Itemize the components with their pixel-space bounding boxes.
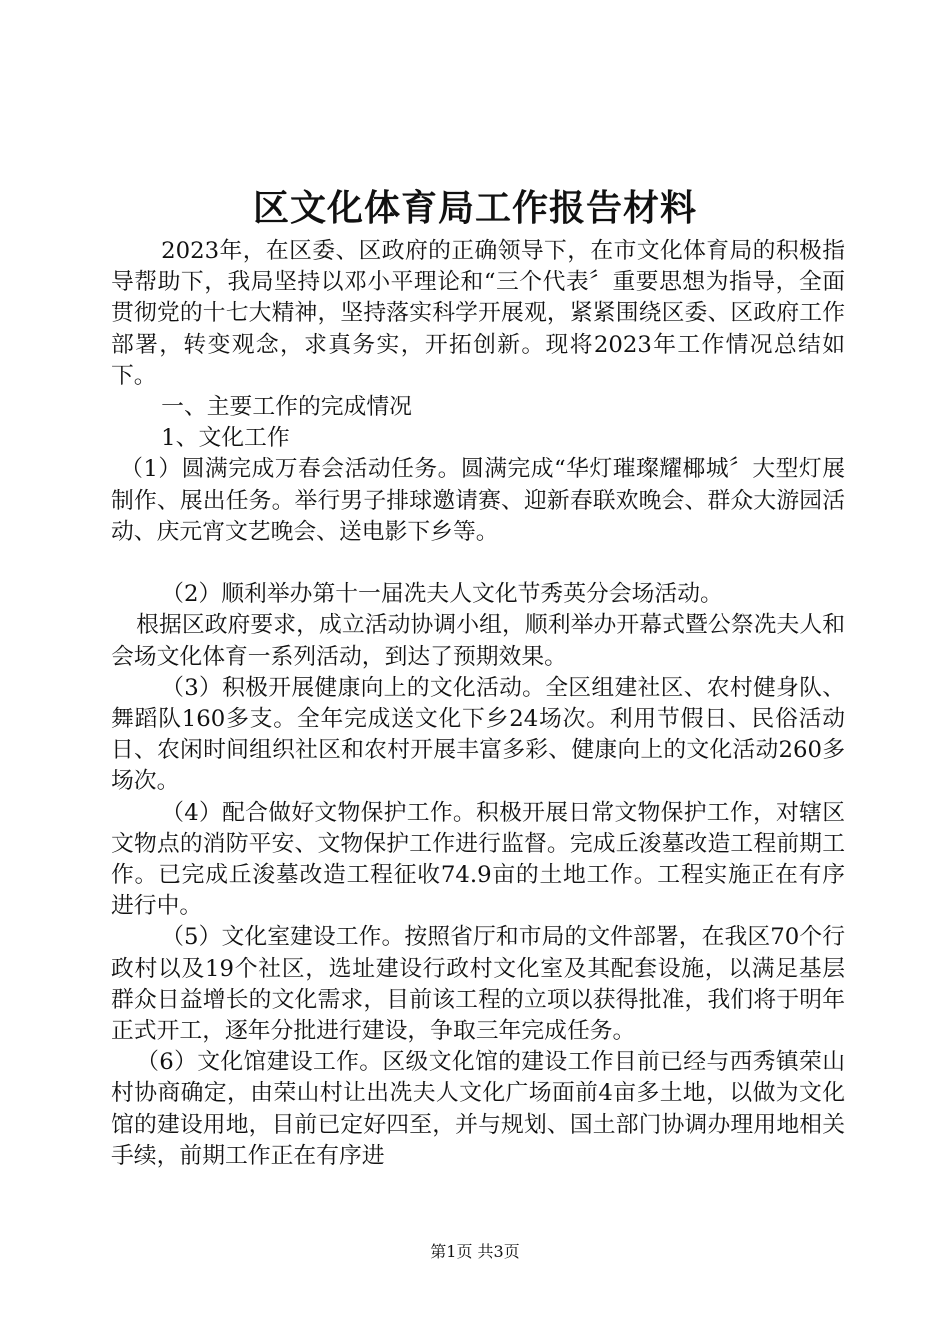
item-paragraph: （5）文化室建设工作。按照省厅和市局的文件部署，在我区70个行政村以及19个社区，选址建设行政村文化室及其配套设施，以满足基层群众日益增长的文化需求，目前该工程的立项以获得批准，我们将于明年正式开工，逐年分批进行建设，争取三年完成任务。	[111, 924, 845, 1045]
item-paragraph: （2）顺利举办第十一届冼夫人文化节秀英分会场活动。	[161, 581, 723, 608]
body-paragraph: 根据区政府要求，成立活动协调小组，顺利举办开幕式暨公祭冼夫人和会场文化体育一系列活动，到达了预期效果。	[111, 612, 845, 670]
page-number-footer: 第1页 共3页	[430, 1242, 520, 1261]
item-paragraph: （3）积极开展健康向上的文化活动。全区组建社区、农村健身队、舞蹈队160多支。全年完成送文化下乡24场次。利用节假日、民俗活动日、农闲时间组织社区和农村开展丰富多彩、健康向上的文化活动260多场次。	[111, 674, 845, 795]
page-title: 区文化体育局工作报告材料	[252, 187, 697, 229]
document-body	[111, 236, 845, 1172]
item-paragraph: （4）配合做好文物保护工作。积极开展日常文物保护工作，对辖区文物点的消防平安、文物保护工作进行监督。完成丘浚墓改造工程前期工作。已完成丘浚墓改造工程征收74.9亩的土地工作。工程实施正在有序进行中。	[111, 799, 845, 920]
subsection-heading: 1、文化工作	[161, 425, 290, 452]
item-paragraph: （6）文化馆建设工作。区级文化馆的建设工作目前已经与西秀镇荣山村协商确定，由荣山村让出冼夫人文化广场面前4亩多土地，以做为文化馆的建设用地，目前已定好四至，并与规划、国土部门协调办理用地相关手续，前期工作正在有序进	[111, 1049, 845, 1169]
intro-paragraph: 2023年，在区委、区政府的正确领导下，在市文化体育局的积极指导帮助下，我局坚持以邓小平理论和“三个代表〞重要思想为指导，全面贯彻党的十七大精神，坚持落实科学开展观，紧紧围绕区委、区政府工作部署，转变观念，求真务实，开拓创新。现将2023年工作情况总结如下。	[111, 238, 845, 389]
item-paragraph: （1）圆满完成万春会活动任务。圆满完成“华灯璀璨耀椰城〞大型灯展制作、展出任务。举行男子排球邀请赛、迎新春联欢晚会、群众大游园活动、庆元宵文艺晚会、送电影下乡等。	[111, 456, 845, 545]
section-heading: 一、主要工作的完成情况	[161, 394, 412, 421]
